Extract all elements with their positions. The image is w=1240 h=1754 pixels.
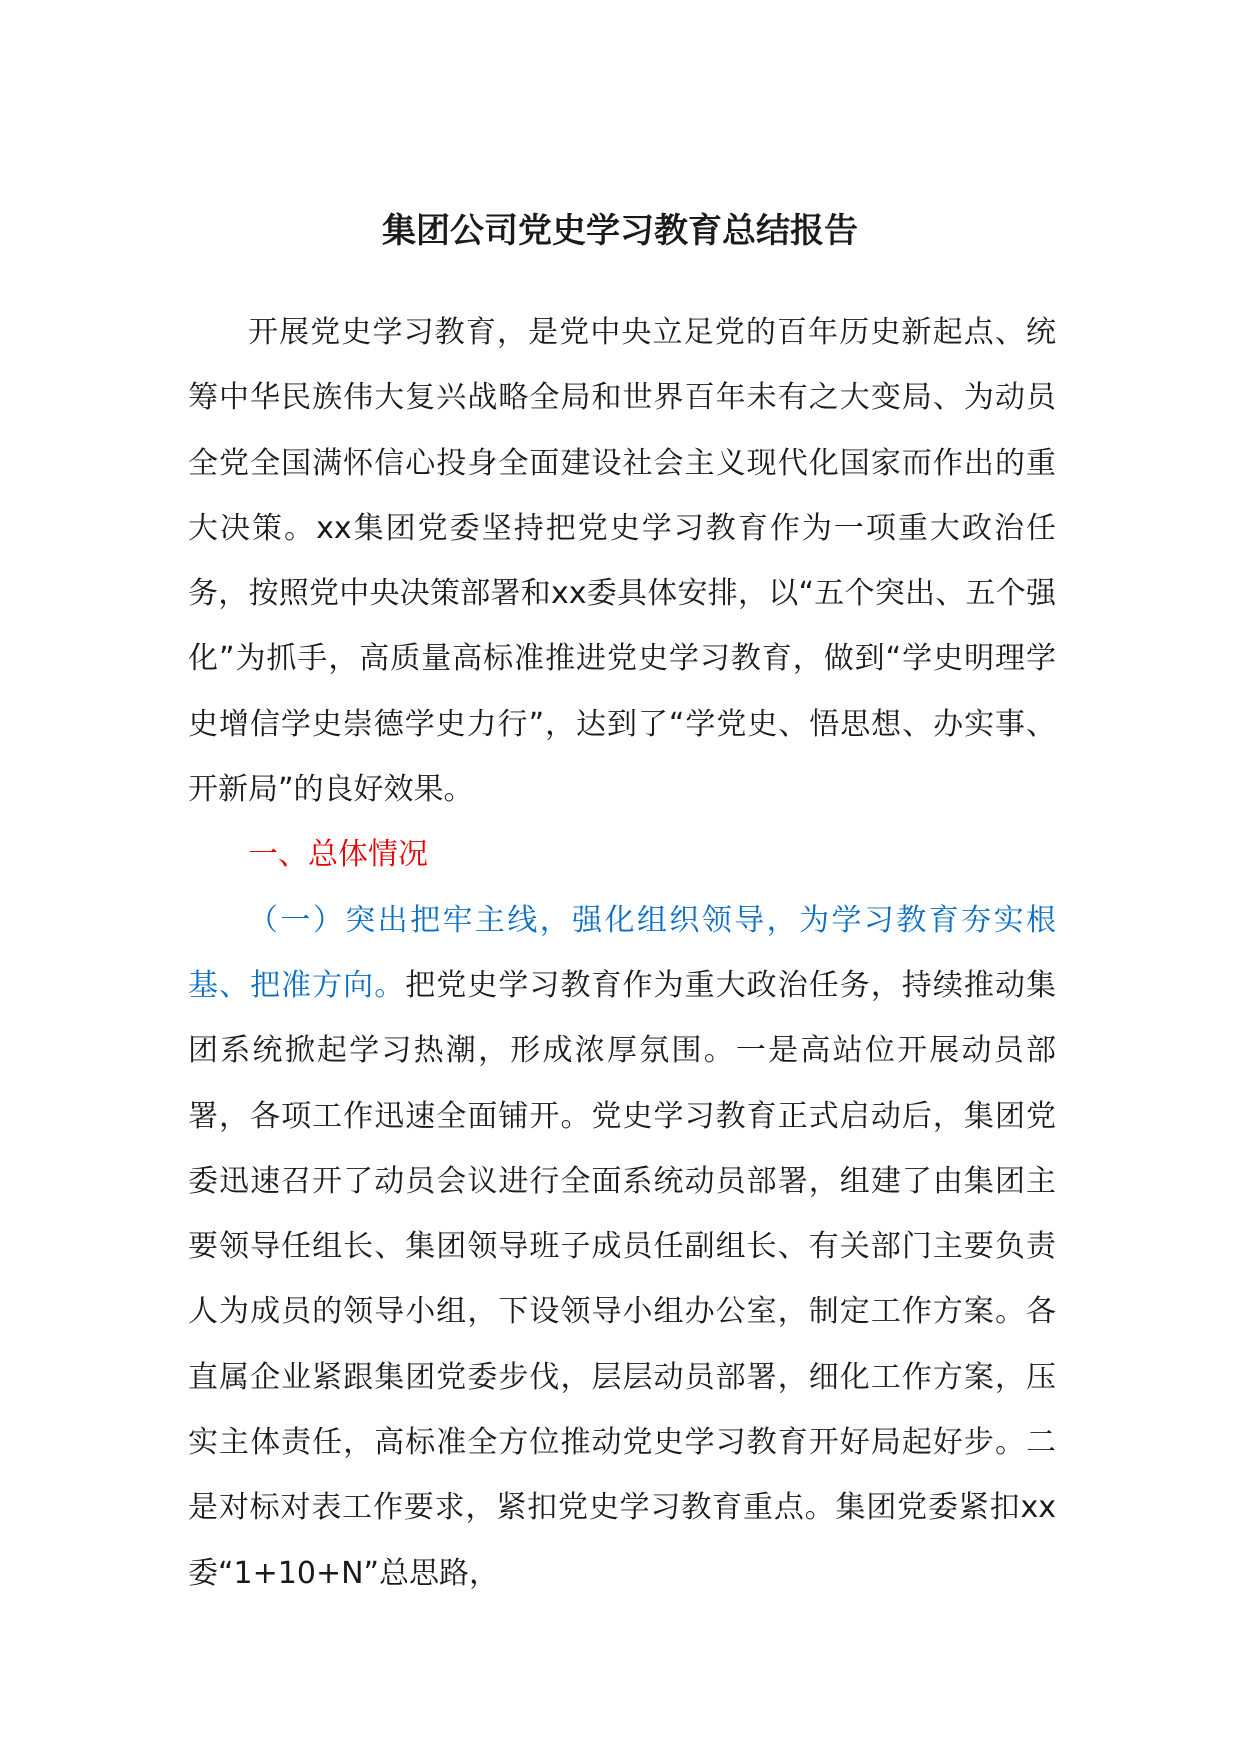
document-title: 集团公司党史学习教育总结报告 — [382, 211, 858, 251]
section-heading-overall: 一、总体情况 — [248, 837, 428, 873]
intro-paragraph: 开展党史学习教育，是党中央立足党的百年历史新起点、统筹中华民族伟大复兴战略全局和世界百年未有之大变局、为动员全党全国满怀信心投身全面建设社会主义现代化国家而作出的重大决策。xx集团党委坚持把党史学习教育作为一项重大政治任务，按照党中央决策部署和xx委具体安排，以“五个突出、五个强化”为抓手，高质量高标准推进党史学习教育，做到“学史明理学史增信学史崇德学史力行”，达到了“学党史、悟思想、办实事、开新局”的良好效果。 — [188, 315, 1056, 808]
item-lead-1: （一）突出把牢主线，强化组织领导，为学习教育夯实根基、把准方向。 — [188, 902, 1056, 1003]
item-paragraph-1 — [188, 888, 1056, 1606]
document-body — [188, 300, 1056, 1606]
item-body-1: 把党史学习教育作为重大政治任务，持续推动集团系统掀起学习热潮，形成浓厚氛围。一是高站位开展动员部署，各项工作迅速全面铺开。党史学习教育正式启动后，集团党委迅速召开了动员会议进行全面系统动员部署，组建了由集团主要领导任组长、集团领导班子成员任副组长、有关部门主要负责人为成员的领导小组，下设领导小组办公室，制定工作方案。各直属企业紧跟集团党委步伐，层层动员部署，细化工作方案，压实主体责任，高标准全方位推动党史学习教育开好局起好步。二是对标对表工作要求，紧扣党史学习教育重点。集团党委紧扣xx委“1+10+N”总思路， — [188, 967, 1057, 1591]
